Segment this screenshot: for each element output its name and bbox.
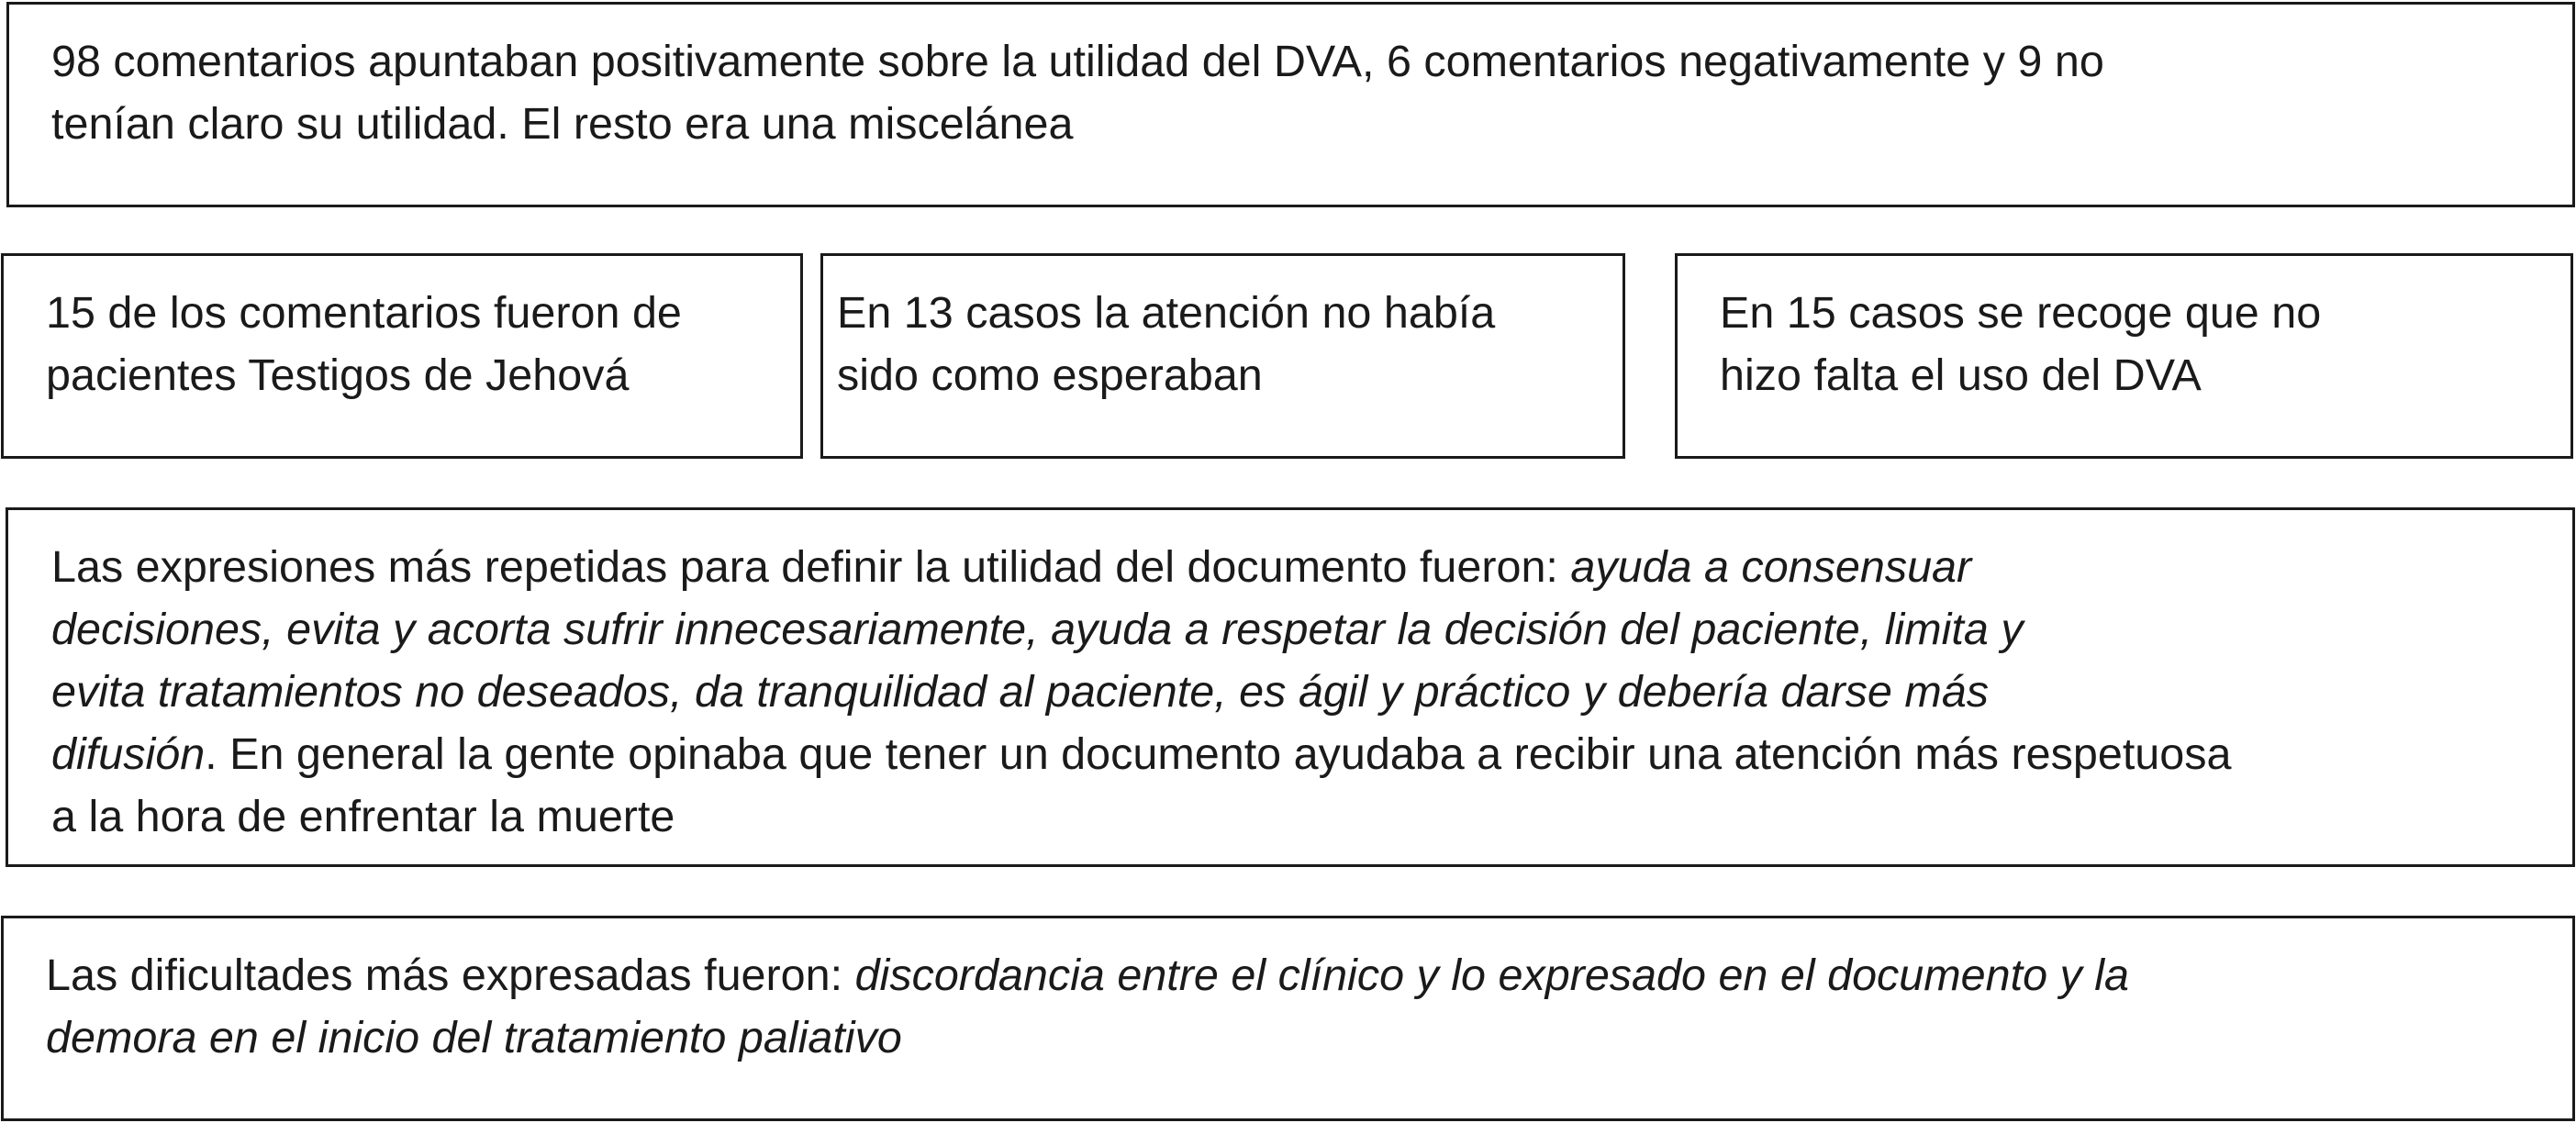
expressions-tail: . En general la gente opinaba que tener un documento ayudaba a recibir una atención más respetuosa a la hora de enfrentar la muerte	[51, 729, 2232, 841]
difficulties-lead: Las dificultades más expresadas fueron:	[46, 951, 855, 1000]
difficulties-italic: discordancia entre el clínico y lo expresado en el documento y la demora en el inicio del tratamiento paliativo	[46, 951, 2130, 1062]
attention-box	[820, 253, 1625, 459]
difficulties-text	[46, 944, 2129, 1069]
difficulties-box	[1, 916, 2575, 1121]
summary-text: 98 comentarios apuntaban positivamente sobre la utilidad del DVA, 6 comentarios negativamente y 9 no tenían claro su utilidad. El resto era una miscelánea	[51, 37, 2104, 149]
expressions-lead: Las expresiones más repetidas para definir la utilidad del documento fueron:	[51, 542, 1571, 592]
expressions-box	[6, 507, 2575, 867]
expressions-text	[51, 536, 2231, 848]
summary-box	[6, 2, 2575, 207]
not-needed-text: En 15 casos se recoge que no hizo falta el uso del DVA	[1720, 288, 2322, 400]
not-needed-box	[1675, 253, 2573, 459]
jehovah-witness-text: 15 de los comentarios fueron de pacientes Testigos de Jehová	[46, 288, 682, 400]
jehovah-witness-box	[1, 253, 803, 459]
attention-text: En 13 casos la atención no había sido como esperaban	[837, 288, 1496, 400]
expressions-italic: ayuda a consensuar decisiones, evita y acorta sufrir innecesariamente, ayuda a respetar la decisión del paciente, limita y evita tratamientos no deseados, da tranquilidad al paciente, es ágil y práctico y debería darse más difusión	[51, 542, 2024, 779]
